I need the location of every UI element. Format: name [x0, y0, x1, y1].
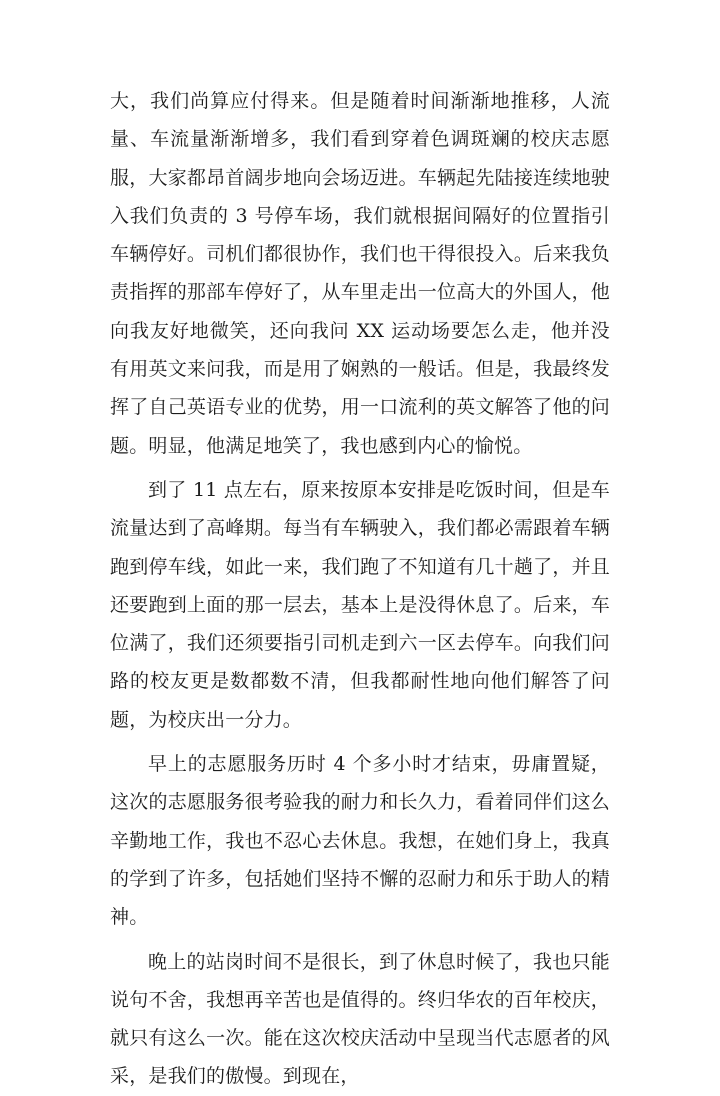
paragraph-1: 大，我们尚算应付得来。但是随着时间渐渐地推移，人流量、车流量渐渐增多，我们看到穿着色调斑斓的校庆志愿服，大家都昂首阔步地向会场迈进。车辆起先陆接连续地驶入我们负责的 3 号停车场，我们就根据间隔好的位置指引车辆停好。司机们都很协作，我们也干得很投入。后来我负责指挥的那部车停好了，从车里走出一位高大的外国人，他向我友好地微笑，还向我问 XX 运动场要怎么走，他并没有用英文来问我，而是用了娴熟的一般话。但是，我最终发挥了自己英语专业的优势，用一口流利的英文解答了他的问题。明显，他满足地笑了，我也感到内心的愉悦。	[110, 90, 610, 457]
paragraph-2: 到了 11 点左右，原来按原本安排是吃饭时间，但是车流量达到了高峰期。每当有车辆驶入，我们都必需跟着车辆跑到停车线，如此一来，我们跑了不知道有几十趟了，并且还要跑到上面的那一层去，基本上是没得休息了。后来，车位满了，我们还须要指引司机走到六一区去停车。向我们问路的校友更是数都数不清，但我都耐性地向他们解答了问题，为校庆出一分力。	[110, 478, 610, 731]
document-body	[110, 82, 610, 1096]
paragraph-3: 早上的志愿服务历时 4 个多小时才结束，毋庸置疑，这次的志愿服务很考验我的耐力和长久力，看着同伴们这么辛勤地工作，我也不忍心去休息。我想，在她们身上，我真的学到了许多，包括她们坚持不懈的忍耐力和乐于助人的精神。	[110, 753, 610, 929]
paragraph-4: 晚上的站岗时间不是很长，到了休息时候了，我也只能说句不舍，我想再辛苦也是值得的。终归华农的百年校庆，就只有这么一次。能在这次校庆活动中呈现当代志愿者的风采，是我们的傲慢。到现在，	[110, 950, 610, 1088]
